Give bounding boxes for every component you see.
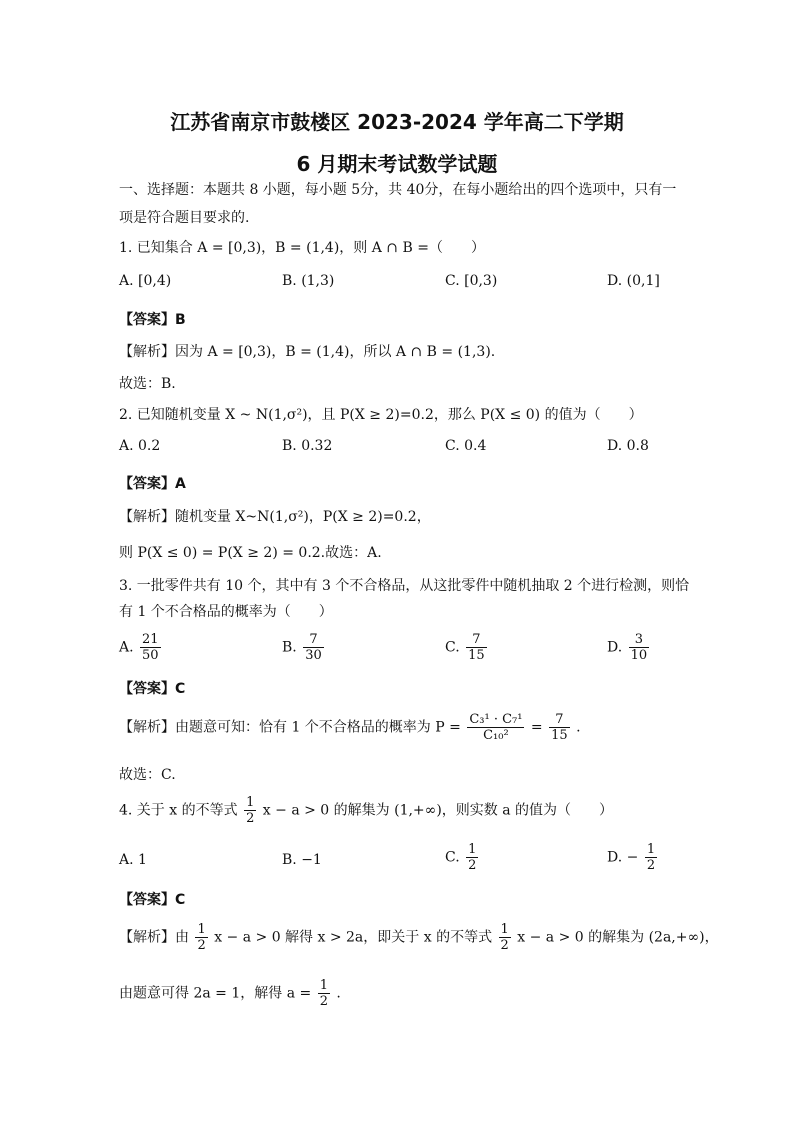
q1-option-d: D. (0,1] bbox=[607, 273, 660, 289]
q1-conclusion: 故选：B. bbox=[119, 376, 176, 392]
q1-answer: 【答案】B bbox=[119, 312, 186, 328]
q4-stem: 4. 关于 x 的不等式 $\frac{1}{2}$ x − a > 0 的解集为 (1,+∞)，则实数 a 的值为（ ） bbox=[119, 795, 614, 826]
q1-analysis: 【解析】因为 A = [0,3)，B = (1,4)，所以 A ∩ B = (1,3). bbox=[119, 344, 496, 360]
section-heading-line-1: 一、选择题：本题共 8 小题，每小题 5分，共 40分，在每小题给出的四个选项中，只有一 bbox=[119, 182, 677, 198]
title-line-2: 6 月期末考试数学试题 bbox=[296, 152, 498, 176]
q4-option-b: B. −1 bbox=[282, 852, 322, 868]
q3-option-b-fraction: $\frac{7}{30}$ bbox=[305, 632, 322, 663]
q3-analysis: 【解析】由题意可知：恰有 1 个不合格品的概率为 P = $\frac{\text{C₃¹ · C₇¹}}{\text{C₁₀²}}$ = $\frac{7}{15}$ . bbox=[119, 712, 581, 743]
q4-analysis-fraction-2: $\frac{1}{2}$ bbox=[500, 922, 509, 953]
q4-analysis-fraction-1: $\frac{1}{2}$ bbox=[197, 922, 206, 953]
q3-analysis-result-fraction: $\frac{7}{15}$ bbox=[551, 712, 568, 743]
q3-stem-line-1: 3. 一批零件共有 10 个，其中有 3 个不合格品，从这批零件中随机抽取 2 个进行检测，则恰 bbox=[119, 578, 690, 594]
q4-analysis: 【解析】由 $\frac{1}{2}$ x − a > 0 解得 x > 2a，即关于 x 的不等式 $\frac{1}{2}$ x − a > 0 的解集为 (2a,+∞)， bbox=[119, 922, 719, 953]
q3-conclusion: 故选：C. bbox=[119, 767, 176, 783]
q1-option-a: A. [0,4) bbox=[119, 273, 172, 289]
q3-stem-line-2: 有 1 个不合格品的概率为（ ） bbox=[119, 604, 333, 620]
q4-option-d: D. − $\frac{1}{2}$ bbox=[607, 842, 656, 873]
q3-analysis-combination-fraction: $\frac{\text{C₃¹ · C₇¹}}{\text{C₁₀²}}$ bbox=[469, 712, 523, 743]
q4-option-d-fraction: $\frac{1}{2}$ bbox=[646, 842, 656, 873]
q3-option-c-fraction: $\frac{7}{15}$ bbox=[468, 632, 485, 663]
q3-option-d: D. $\frac{3}{10}$ bbox=[607, 632, 648, 663]
q3-option-a: A. $\frac{21}{50}$ bbox=[119, 632, 159, 663]
q4-conclusion: 由题意可得 2a = 1，解得 a = $\frac{1}{2}$ . bbox=[119, 978, 341, 1009]
section-heading-line-2: 项是符合题目要求的. bbox=[119, 210, 250, 226]
q4-option-c-fraction: $\frac{1}{2}$ bbox=[468, 842, 477, 873]
q3-option-a-fraction: $\frac{21}{50}$ bbox=[142, 632, 159, 663]
q2-option-d: D. 0.8 bbox=[607, 438, 649, 454]
q3-option-d-fraction: $\frac{3}{10}$ bbox=[630, 632, 648, 663]
q2-conclusion: 则 P(X ≤ 0) = P(X ≥ 2) = 0.2.故选：A. bbox=[119, 545, 382, 561]
q4-option-a: A. 1 bbox=[119, 852, 147, 868]
q3-option-b: B. $\frac{7}{30}$ bbox=[282, 632, 322, 663]
title-line-1: 江苏省南京市鼓楼区 2023-2024 学年高二下学期 bbox=[170, 110, 624, 134]
q3-answer: 【答案】C bbox=[119, 681, 186, 697]
q3-option-c: C. $\frac{7}{15}$ bbox=[445, 632, 485, 663]
q4-conclusion-fraction: $\frac{1}{2}$ bbox=[319, 978, 328, 1009]
q4-stem-fraction: $\frac{1}{2}$ bbox=[246, 795, 255, 826]
q2-stem: 2. 已知随机变量 X ~ N(1,σ²)，且 P(X ≥ 2)=0.2，那么 P(X ≤ 0) 的值为（ ） bbox=[119, 407, 643, 423]
q2-option-c: C. 0.4 bbox=[445, 438, 487, 454]
q4-option-c: C. $\frac{1}{2}$ bbox=[445, 842, 477, 873]
q1-option-b: B. (1,3) bbox=[282, 273, 335, 289]
q2-option-b: B. 0.32 bbox=[282, 438, 333, 454]
q2-answer: 【答案】A bbox=[119, 476, 186, 492]
q1-stem: 1. 已知集合 A = [0,3)，B = (1,4)，则 A ∩ B =（ ） bbox=[119, 240, 485, 256]
q1-option-c: C. [0,3) bbox=[445, 273, 498, 289]
q2-analysis: 【解析】随机变量 X~N(1,σ²)，P(X ≥ 2)=0.2， bbox=[119, 509, 431, 525]
q4-answer: 【答案】C bbox=[119, 892, 186, 908]
q2-option-a: A. 0.2 bbox=[119, 438, 161, 454]
